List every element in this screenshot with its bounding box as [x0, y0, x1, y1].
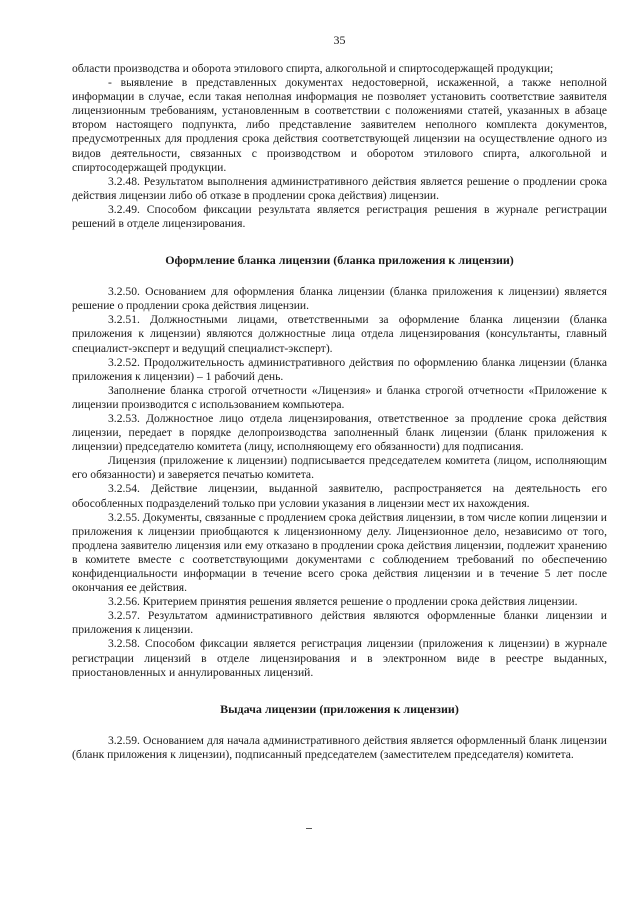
- paragraph: 3.2.53. Должностное лицо отдела лицензирования, ответственное за продление срока действия лицензии, передает в порядке делопроизводства заполненный бланк лицензии (бланк приложения к лицензии) председателю комитета (лицу, исполняющему его обязанности) для подписания.: [72, 411, 607, 454]
- section-heading-license-issue: Выдача лицензии (приложения к лицензии): [220, 701, 459, 716]
- paragraph: 3.2.56. Критерием принятия решения является решение о продлении срока действия лицензии.: [108, 595, 578, 609]
- paragraph: 3.2.57. Результатом административного действия являются оформленные бланки лицензии и приложения к лицензии.: [72, 609, 607, 637]
- paragraph: 3.2.59. Основанием для начала административного действия является оформленный бланк лицензии (бланк приложения к лицензии), подписанный председателем (заместителем председателя) комитета.: [72, 733, 607, 761]
- paragraph: 3.2.52. Продолжительность административного действия по оформлению бланка лицензии (бланка приложения к лицензии) – 1 рабочий день.: [72, 355, 607, 383]
- paragraph: - выявление в представленных документах недостоверной, искаженной, а также неполной информации в случае, если такая неполная информация не позволяет установить соответствие заявителя лицензионным требованиям, установленным в соответствии с положениями статей, указанных в абзаце втором настоящего подпункта, либо представление заявителем неполного комплекта документов, предусмотренных для продления срока действия соответствующей лицензии на осуществление одного из видов деятельности, связанных с производством и оборотом этилового спирта, алкогольной и спиртосодержащей продукции.: [72, 76, 607, 174]
- section-heading-license-form: Оформление бланка лицензии (бланка приложения к лицензии): [165, 253, 514, 268]
- paragraph: 3.2.50. Основанием для оформления бланка лицензии (бланка приложения к лицензии) является решение о продлении срока действия лицензии.: [72, 285, 607, 313]
- paragraph: 3.2.49. Способом фиксации результата является регистрация решения в журнале регистрации решений в отделе лицензирования.: [72, 202, 607, 231]
- paragraph: 3.2.54. Действие лицензии, выданной заявителю, распространяется на деятельность его обособленных подразделений только при условии указания в лицензии мест их нахождения.: [72, 482, 607, 510]
- paragraph: 3.2.48. Результатом выполнения административного действия является решение о продлении срока действия лицензии либо об отказе в продлении срока действия) лицензии.: [72, 174, 607, 202]
- paragraph: Заполнение бланка строгой отчетности «Лицензия» и бланка строгой отчетности «Приложение к лицензии производится с использованием компьютера.: [72, 383, 607, 411]
- document-body: [72, 62, 607, 762]
- paragraph: 3.2.58. Способом фиксации является регистрация лицензии (приложения к лицензии) в журнале регистрации лицензий в отделе лицензирования и в электронном виде в реестре выданных, приостановленных и аннулированных лицензий.: [72, 637, 607, 679]
- stray-mark: [306, 828, 312, 829]
- paragraph: 3.2.55. Документы, связанные с продлением срока действия лицензии, в том числе копии лицензии и приложения к лицензии приобщаются к лицензионному делу. Лицензионное дело, независимо от того, продлена заявителю лицензия или ему отказано в продлении срока действия лицензии, подлежит хранению в комитете вместе с соответствующими документами с соблюдением требований по обеспечению конфиденциальности информации в течение всего срока действия лицензии и в течение 5 лет после окончания ее действия.: [72, 510, 607, 595]
- paragraph: Лицензия (приложение к лицензии) подписывается председателем комитета (лицом, исполняющим его обязанности) и заверяется печатью комитета.: [72, 454, 607, 482]
- page-number: 35: [333, 33, 346, 47]
- paragraph: области производства и оборота этилового спирта, алкогольной и спиртосодержащей продукции;: [72, 62, 554, 75]
- paragraph: 3.2.51. Должностными лицами, ответственными за оформление бланка лицензии (бланка приложения к лицензии) являются должностные лица отдела лицензирования (консультанты, главный специалист-эксперт и ведущий специалист-эксперт).: [72, 313, 607, 355]
